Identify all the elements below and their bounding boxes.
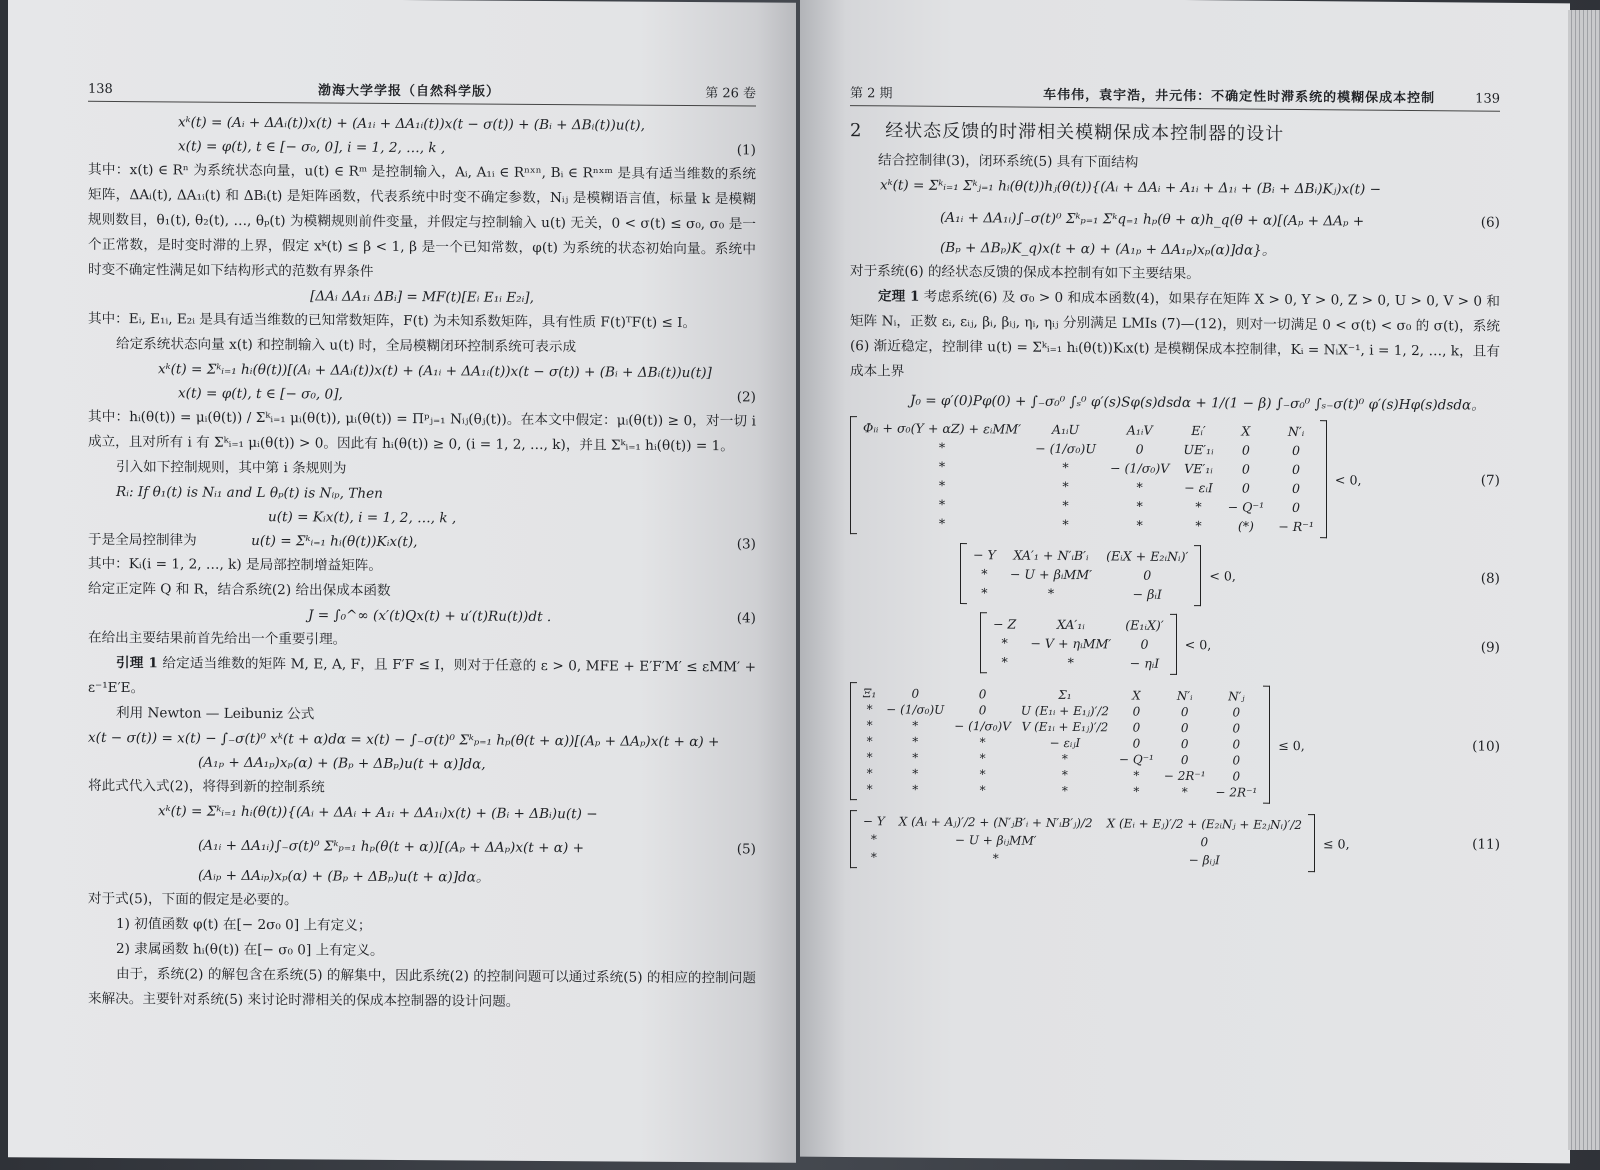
paragraph-conclusion: 由于，系统(2) 的解包含在系统(5) 的解集中，因此系统(2) 的控制问题可以通过系统(5) 的相应的控制问题来解决。主要针对系统(5) 来讨论时滞相关的保成本控制器的设计问题。 — [88, 966, 756, 1010]
theorem-label: 定理 1 — [878, 288, 920, 305]
matrix-cell: − (1/σ₀)U — [886, 702, 945, 717]
paragraph-membership: 其中：hᵢ(θ(t)) = μᵢ(θ(t)) / Σᵏᵢ₌₁ μᵢ(θ(t)), μᵢ(θ(t)) = Πᵖⱼ₌₁ Nᵢⱼ(θⱼ(t))。在本文中假定：μᵢ(θ(t)) ≥ 0，对一切 i 成立，且对所有 i 有 Σᵏᵢ₌₁ μᵢ(θ(t)) > 0。因此有 hᵢ(θ(t)) ≥ 0, (i = 1, 2, …, k)，并且 Σᵏᵢ₌₁ hᵢ(θ(t)) = 1。 — [88, 408, 756, 455]
matrix-cell: * — [866, 766, 873, 781]
matrix-cell: − (1/σ₀)U — [1035, 440, 1096, 457]
matrix-cell: − ηᵢI — [1129, 655, 1160, 671]
cost-upper-bound: J₀ = φ′(0)Pφ(0) + ∫₋σ₀⁰ ∫ₛ⁰ φ′(s)Sφ(s)dsdα + 1/(1 − β) ∫₋σ₀⁰ ∫ₛ₋σ(t)⁰ φ′(s)Hφ(s)dsdα。 — [910, 392, 1485, 414]
matrix-cell: − εᵢⱼI — [1049, 735, 1081, 751]
matrix-cell: 0 — [1180, 752, 1189, 768]
left-page-number: 138 — [88, 81, 113, 97]
matrix-cell: − Z — [993, 616, 1017, 632]
rule-consequence: u(t) = Kᵢx(t), i = 1, 2, …, k , — [268, 509, 457, 527]
theorem-1 — [850, 284, 1500, 390]
matrix-cell: * — [938, 496, 946, 512]
matrix-cell: N′ᵢ — [1287, 423, 1305, 440]
paragraph-lemma-intro: 在给出主要结果前首先给出一个重要引理。 — [88, 629, 347, 648]
lmi-10-relation: ≤ 0, — [1278, 737, 1305, 753]
matrix-cell: * — [979, 783, 986, 798]
lmi-7-tag: (7) — [1480, 472, 1500, 489]
matrix-cell: 0 — [978, 687, 987, 702]
equation-1-line-1: xᵏ(t) = (Aᵢ + ΔAᵢ(t))x(t) + (A₁ᵢ + ΔA₁ᵢ(t))x(t − σ(t)) + (Bᵢ + ΔBᵢ(t))u(t), — [178, 114, 645, 134]
matrix-cell: U (E₁ᵢ + E₁ⱼ)′/2 — [1020, 703, 1109, 719]
matrix-cell: * — [912, 782, 919, 797]
lmi-8-relation: < 0, — [1209, 568, 1236, 584]
matrix-cell: * — [870, 832, 877, 847]
matrix-cell: UE′₁ᵢ — [1183, 441, 1214, 458]
matrix-cell: * — [1136, 479, 1143, 495]
lmi-11-left-bracket — [850, 810, 857, 868]
matrix-cell: 0 — [1200, 835, 1209, 850]
matrix-cell: * — [870, 850, 877, 865]
matrix-cell: (*) — [1237, 518, 1254, 534]
lmi-10 — [850, 682, 1500, 806]
right-running-head — [850, 82, 1500, 112]
matrix-cell: − (1/σ₀)V — [1109, 460, 1170, 476]
matrix-cell: 0 — [1241, 480, 1250, 496]
lmi-8-grid — [967, 543, 1194, 606]
matrix-cell: X (Eᵢ + Eⱼ)′/2 + (E₂ᵢNⱼ + E₂ⱼNᵢ)′/2 — [1106, 816, 1302, 833]
matrix-cell: (EᵢX + E₂ᵢNᵢ)′ — [1106, 548, 1189, 565]
matrix-cell: * — [1136, 498, 1143, 514]
matrix-cell: * — [981, 585, 988, 601]
matrix-cell: * — [866, 782, 873, 797]
lmi-9-right-bracket — [1170, 614, 1177, 675]
matrix-cell: * — [912, 734, 919, 749]
equation-3: 于是全局控制律为 u(t) = Σᵏᵢ₌₁ hᵢ(θ(t))Kᵢx(t), (3) — [88, 528, 756, 557]
lmi-7-left-bracket — [850, 416, 857, 534]
equation-6-line-1: xᵏ(t) = Σᵏᵢ₌₁ Σᵏⱼ₌₁ hᵢ(θ(t))hⱼ(θ(t)){(Aᵢ + ΔAᵢ + A₁ᵢ + Δ₁ᵢ + (Bᵢ + ΔBᵢ)Kⱼ)x(t) − — [880, 177, 1382, 198]
lmi-10-grid — [857, 682, 1263, 804]
section-heading — [850, 116, 1500, 148]
lmi-7-relation: < 0, — [1334, 471, 1362, 488]
matrix-cell: − (1/σ₀)V — [954, 718, 1011, 734]
equation-norm-bound: [ΔAᵢ ΔA₁ᵢ ΔBᵢ] = MF(t)[Eᵢ E₁ᵢ E₂ᵢ], — [310, 288, 534, 306]
equation-6-tag: (6) — [1480, 214, 1500, 231]
matrix-cell: * — [1001, 654, 1008, 670]
lmi-9-tag: (9) — [1480, 639, 1500, 656]
matrix-cell: * — [1136, 517, 1143, 533]
lemma-label: 引理 1 — [116, 655, 158, 672]
paragraph-gain-matrices: 其中：Kᵢ(i = 1, 2, …, k) 是局部控制增益矩阵。 — [88, 555, 382, 574]
matrix-cell: * — [1133, 768, 1140, 783]
lmi-7-right-bracket — [1320, 420, 1327, 538]
paragraph-substitute: 将此式代入式(2)，将得到新的控制系统 — [88, 777, 325, 796]
matrix-cell: Σ₁ — [1058, 687, 1072, 703]
matrix-cell: * — [981, 566, 988, 582]
matrix-cell: N′ᵢ — [1176, 688, 1193, 704]
lemma-text: 给定适当维数的矩阵 M, E, A, F，且 F′F ≤ I，则对于任意的 ε > 0, MFE + E′F′M′ ≤ εMM′ + ε⁻¹E′E。 — [88, 655, 756, 697]
theorem-text: 考虑系统(6) 及 σ₀ > 0 和成本函数(4)，如果存在矩阵 X > 0, Y > 0, Z > 0, U > 0, V > 0 和矩阵 Nᵢ，正数 εᵢ, εᵢⱼ, βᵢ, βᵢⱼ, ηᵢ, ηᵢⱼ 分别满足 LMIs (7)—(12)，则对一切满足 0 < σ(t) < σ₀ 的 σ(t)，系统(6) 渐近稳定，控制律 u(t) = Σᵏᵢ₌₁ hᵢ(θ(t))Kᵢx(t) 是模糊保成本控制律，Kᵢ = NᵢX⁻¹, i = 1, 2, …, k，且有成本上界 — [850, 288, 1500, 380]
section-title: 经状态反馈的时滞相关模糊保成本控制器的设计 — [885, 120, 1285, 145]
matrix-cell: − Q⁻¹ — [1118, 752, 1154, 767]
matrix-cell: XA′₁ᵢ — [1056, 616, 1085, 633]
matrix-cell: * — [912, 750, 919, 765]
paragraph-control-rules: 引入如下控制规则，其中第 i 条规则为 — [116, 459, 347, 477]
equation-6-line-3: (Bₚ + ΔBₚ)K_q)x(t + α) + (A₁ₚ + ΔA₁ₚ)xₚ(α)]dα}。 — [940, 239, 1276, 259]
lmi-9 — [980, 612, 1500, 678]
left-page — [8, 0, 796, 1163]
matrix-cell: * — [1001, 635, 1008, 651]
matrix-cell: * — [1062, 516, 1069, 532]
matrix-cell: − Y — [863, 814, 885, 829]
lmi-8-tag: (8) — [1480, 570, 1500, 587]
matrix-cell: * — [912, 718, 919, 733]
lemma-1 — [88, 651, 756, 706]
matrix-cell: 0 — [1232, 705, 1241, 720]
matrix-cell: 0 — [1241, 461, 1250, 477]
right-page-number: 139 — [1475, 91, 1500, 107]
matrix-cell: 0 — [1180, 736, 1189, 752]
matrix-cell: − βᵢⱼI — [1188, 853, 1220, 868]
equation-5-line-2: (A₁ᵢ + ΔA₁ᵢ)∫₋σ(t)⁰ Σᵏₚ₌₁ hₚ(θ(t + α))[(Aₚ + ΔAₚ)x(t + α) + (5) — [88, 833, 756, 862]
lmi-11 — [850, 810, 1500, 874]
matrix-cell: V (E₁ᵢ + E₁ⱼ)′/2 — [1021, 719, 1109, 735]
section-number: 2 — [850, 120, 863, 142]
equation-2-line-2: x(t) = φ(t), t ∈ [− σ₀, 0], (2) — [88, 381, 756, 410]
paragraph-main-result: 对于系统(6) 的经状态反馈的保成本控制有如下主要结果。 — [850, 263, 1200, 283]
lmi-9-relation: < 0, — [1184, 636, 1212, 653]
lmi-9-left-bracket — [980, 612, 987, 673]
matrix-cell: − 2R⁻¹ — [1215, 785, 1258, 800]
matrix-cell: 0 — [1292, 480, 1301, 497]
matrix-cell: A₁ᵢV — [1126, 422, 1153, 438]
newton-leibniz-line-1: x(t − σ(t)) = x(t) − ∫₋σ(t)⁰ xᵏ(t + α)dα = x(t) − ∫₋σ(t)⁰ Σᵏₚ₌₁ hₚ(θ(t + α))[(Aₚ + ΔAₚ)x(t + α) + — [88, 729, 720, 751]
paragraph-newton-leibniz: 利用 Newton — Leibuniz 公式 — [116, 705, 315, 723]
equation-4-tag: (4) — [736, 610, 756, 627]
lmi-11-relation: ≤ 0, — [1323, 835, 1350, 851]
matrix-cell: − Y — [973, 547, 996, 563]
matrix-cell: − U + βᵢⱼMM′ — [954, 832, 1037, 848]
equation-1-line-2: x(t) = φ(t), t ∈ [− σ₀, 0], i = 1, 2, …, k , (1) — [88, 134, 756, 163]
matrix-cell: 0 — [1180, 720, 1189, 736]
matrix-cell: − R⁻¹ — [1278, 518, 1314, 535]
lmi-11-grid — [857, 810, 1308, 872]
equation-5-tag: (5) — [736, 841, 756, 858]
matrix-cell: − U + βᵢMM′ — [1009, 566, 1093, 583]
matrix-cell: 0 — [1180, 704, 1189, 720]
matrix-cell: * — [938, 477, 946, 493]
matrix-cell: * — [1195, 518, 1202, 534]
matrix-cell: * — [938, 439, 946, 455]
matrix-cell: * — [1133, 784, 1140, 799]
equation-4: J = ∫₀^∞ (x′(t)Qx(t) + u′(t)Ru(t))dt . (4) — [88, 602, 756, 631]
matrix-cell: A₁ᵢU — [1051, 421, 1080, 438]
paragraph-cost-function: 给定正定阵 Q 和 R，结合系统(2) 给出保成本函数 — [88, 580, 391, 599]
matrix-cell: (E₁ᵢX)′ — [1125, 617, 1164, 633]
matrix-cell: 0 — [1135, 441, 1144, 457]
lmi-8-left-bracket — [960, 543, 967, 604]
matrix-cell: 0 — [1232, 737, 1241, 752]
lmi-10-tag: (10) — [1472, 738, 1500, 755]
volume-label: 第 26 卷 — [705, 86, 756, 102]
matrix-cell: 0 — [1292, 442, 1301, 459]
lmi-8-right-bracket — [1194, 545, 1201, 606]
lmi-7 — [850, 416, 1500, 540]
matrix-cell: 0 — [1132, 720, 1141, 735]
matrix-cell: * — [992, 851, 999, 866]
matrix-cell: * — [866, 718, 873, 733]
equation-2-tag: (2) — [736, 389, 756, 406]
matrix-cell: * — [1061, 783, 1068, 798]
matrix-cell: VE′₁ᵢ — [1184, 460, 1213, 477]
equation-6-line-2: (A₁ᵢ + ΔA₁ᵢ)∫₋σ(t)⁰ Σᵏₚ₌₁ Σᵏq₌₁ hₚ(θ + α)h_q(θ + α)[(Aₚ + ΔAₚ + (6) — [850, 205, 1500, 235]
assumption-1: 1) 初值函数 φ(t) 在[− 2σ₀ 0] 上有定义； — [116, 916, 372, 934]
matrix-cell: * — [979, 735, 986, 750]
matrix-cell: 0 — [978, 703, 987, 718]
global-control-label: 于是全局控制律为 — [88, 531, 197, 549]
matrix-cell: * — [1061, 767, 1068, 782]
paragraph-closed-loop: 结合控制律(3)，闭环系统(5) 具有下面结构 — [878, 152, 1139, 171]
matrix-cell: * — [1067, 654, 1074, 671]
paragraph-known-matrices: 其中：Eᵢ, E₁ᵢ, E₂ᵢ 是具有适当维数的已知常数矩阵，F(t) 为未知系数矩阵，具有性质 F(t)ᵀF(t) ≤ I。 — [88, 310, 697, 332]
matrix-cell: * — [1062, 459, 1069, 475]
matrix-cell: * — [866, 702, 873, 717]
matrix-cell: 0 — [1292, 499, 1301, 516]
equation-3-tag: (3) — [736, 536, 756, 553]
matrix-cell: * — [938, 515, 946, 531]
matrix-cell: * — [979, 767, 986, 782]
matrix-cell: XA′₁ + N′ᵢB′ᵢ — [1013, 547, 1089, 564]
page-edges — [1568, 10, 1600, 1150]
equation-5-line-1: xᵏ(t) = Σᵏᵢ₌₁ hᵢ(θ(t)){(Aᵢ + ΔAᵢ + A₁ᵢ + ΔA₁ᵢ)x(t) + (Bᵢ + ΔBᵢ)u(t) − — [158, 803, 598, 823]
matrix-cell: * — [1062, 478, 1069, 494]
article-header-title: 车伟伟，袁宇浩，井元伟：不确定性时滞系统的模糊保成本控制 — [1043, 87, 1436, 107]
matrix-cell: 0 — [1232, 753, 1241, 768]
matrix-cell: 0 — [1232, 769, 1241, 784]
matrix-cell: * — [1047, 585, 1055, 601]
matrix-cell: X — [1241, 423, 1251, 439]
equation-2-line-1: xᵏ(t) = Σᵏᵢ₌₁ hᵢ(θ(t))[(Aᵢ + ΔAᵢ(t))x(t) + (A₁ᵢ + ΔA₁ᵢ(t))x(t − σ(t)) + (Bᵢ + ΔBᵢ(t))u(t)] — [158, 361, 712, 382]
assumption-2: 2) 隶属函数 hᵢ(θ(t)) 在[− σ₀ 0] 上有定义。 — [116, 941, 384, 959]
equation-1-tag: (1) — [736, 142, 756, 159]
matrix-cell: Φᵢᵢ + σ₀(Y + αZ) + εᵢMM′ — [863, 420, 1022, 437]
matrix-cell: * — [866, 734, 873, 749]
matrix-cell: * — [979, 751, 986, 766]
lmi-10-left-bracket — [850, 682, 857, 800]
matrix-cell: Eᵢ′ — [1191, 423, 1206, 439]
paragraph-global-system: 给定系统状态向量 x(t) 和控制输入 u(t) 时，全局模糊闭环控制系统可表示成 — [116, 336, 577, 356]
lmi-7-grid — [857, 416, 1320, 538]
matrix-cell: * — [938, 458, 946, 474]
matrix-cell: − εᵢI — [1184, 479, 1213, 496]
matrix-cell: 0 — [1232, 721, 1241, 736]
matrix-cell: − V + ηᵢMM′ — [1030, 635, 1112, 652]
rule-premise: Rᵢ: If θ₁(t) is Nᵢ₁ and L θₚ(t) is Nᵢₚ, Then — [116, 484, 383, 502]
matrix-cell: * — [1062, 497, 1069, 513]
right-page — [800, 0, 1570, 1163]
issue-label: 第 2 期 — [850, 86, 893, 102]
lmi-10-right-bracket — [1263, 686, 1270, 804]
lmi-11-right-bracket — [1308, 814, 1315, 872]
matrix-cell: Ξ₁ — [863, 686, 877, 701]
matrix-cell: − βᵢI — [1132, 586, 1162, 602]
matrix-cell: * — [912, 766, 919, 781]
matrix-cell: 0 — [1241, 442, 1250, 458]
matrix-cell: 0 — [911, 686, 920, 701]
newton-leibniz-line-2: (A₁ₚ + ΔA₁ₚ)xₚ(α) + (Bₚ + ΔBₚ)u(t + α)]dα, — [198, 754, 486, 773]
journal-title: 渤海大学学报（自然科学版） — [318, 83, 501, 100]
matrix-cell: N′ⱼ — [1228, 689, 1245, 704]
matrix-cell: X (Aᵢ + Aⱼ)′/2 + (N′ⱼB′ᵢ + N′ᵢB′ⱼ)/2 — [898, 814, 1093, 831]
lmi-9-grid — [987, 612, 1170, 675]
matrix-cell: * — [1195, 499, 1202, 515]
paragraph-assumptions-intro: 对于式(5)，下面的假定是必要的。 — [88, 890, 298, 909]
lmi-8 — [960, 543, 1500, 609]
matrix-cell: 0 — [1140, 636, 1149, 652]
matrix-cell: 0 — [1143, 567, 1152, 583]
matrix-cell: 0 — [1132, 736, 1141, 751]
lmi-11-tag: (11) — [1472, 836, 1500, 853]
paragraph-system-description: 其中：x(t) ∈ Rⁿ 为系统状态向量，u(t) ∈ Rᵐ 是控制输入，Aᵢ, A₁ᵢ ∈ Rⁿˣⁿ, Bᵢ ∈ Rⁿˣᵐ 是具有适当维数的系统矩阵，ΔAᵢ(t), ΔA₁ᵢ(t) 和 ΔBᵢ(t) 是矩阵函数，代表系统中时变不确定参数，Nᵢⱼ 是模糊语言值，标量 k 是模糊规则数目，θ₁(t), θ₂(t), …, θₚ(t) 为模糊规则前件变量，并假定与控制输入 u(t) 无关，0 < σ(t) ≤ σ₀, σ₀ 是一个正常数，是时变时滞的上界，假定 xᵏ(t) ≤ β < 1, β 是一个已知常数，φ(t) 为系统的状态初始向量。系统中时变不确定性满足如下结构形式的范数有界条件 — [88, 161, 756, 280]
matrix-cell: − 2R⁻¹ — [1163, 768, 1206, 784]
equation-5-line-3: (Aᵢₚ + ΔAᵢₚ)xₚ(α) + (Bₚ + ΔBₚ)u(t + α)]dα。 — [198, 867, 490, 886]
matrix-cell: − Q⁻¹ — [1227, 499, 1265, 515]
matrix-cell: 0 — [1292, 461, 1301, 478]
matrix-cell: * — [1061, 751, 1068, 766]
matrix-cell: * — [866, 750, 873, 765]
left-running-head — [88, 78, 756, 107]
matrix-cell: X — [1132, 688, 1141, 703]
matrix-cell: 0 — [1132, 704, 1141, 719]
matrix-cell: * — [1181, 784, 1188, 800]
